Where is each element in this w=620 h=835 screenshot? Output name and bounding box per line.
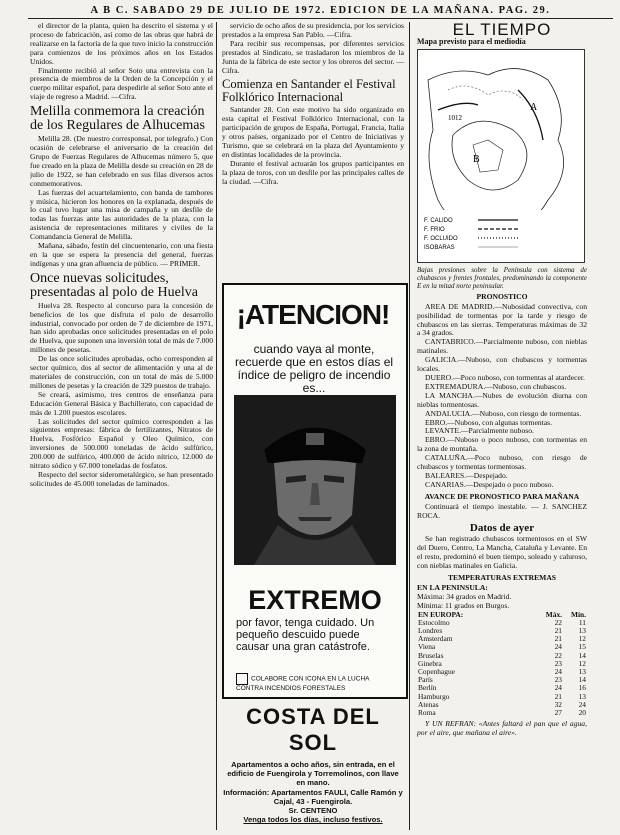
table-row: Estocolmo 22 11 — [418, 617, 586, 627]
refran: Y UN REFRAN: «Antes faltará el pan que el agua, por el aire, que mañana el aire». — [417, 719, 587, 738]
legend-isobars: ISOBARAS — [424, 244, 455, 251]
table-row: Bruselas 22 14 — [418, 650, 586, 660]
col-max: Máx. — [545, 609, 562, 619]
table-row: Londres 21 13 — [418, 626, 586, 636]
legend-cold-front: F. CALIDO — [424, 217, 453, 224]
svg-text:1012: 1012 — [448, 113, 462, 122]
article-intro: el director de la planta, quien ha descrito el sistema y el proceso de fabricación, así como de las obras que habrá de realizarse en la factoría de la que tuvo inicio la construcción para comienzos de los próximos años en los Estados Unidos. — [30, 22, 213, 66]
paragraph: Huelva 28. Respecto al concurso para la concesión de beneficios de los que disfruta el polo de desarrollo industrial, convocado por orden de 7 de diciembre de 1971, han sido aprobadas once solicitudes presentadas en el polo de Huelva, que suponen una inversión total de más de 7.000 millones de pesetas. — [30, 300, 213, 355]
paragraph: Santander 28. Con este motivo ha sido organizado en esta capital el Festival Folklórico Internacional, con la participación de grupos de España, Portugal, Francia, Italia y otros países, organizado por el Centro de Iniciativas y Turismo, que se celebrará en la plaza del Ayuntamiento y en distintas localidades de la provincia. — [222, 105, 404, 159]
ad-title: ¡ATENCION! — [236, 299, 390, 330]
paragraph: De las once solicitudes aprobadas, ocho corresponden al sector químico, dos al sector de alimentación y una al de materiales de construcción, con un total de más de 5.000 millones de pesetas y la creación de 329 puestos de trabajo. — [30, 354, 213, 390]
pronostico-item: AREA DE MADRID.—Nubosidad convectiva, con posibilidad de tormentas por la tarde y riesgo de chubascos en las sierras. Temperaturas máximas de 32 a 34 grados. — [417, 301, 587, 338]
paragraph: Las fuerzas del acuartelamiento, con banda de tambores y música, hicieron los honores en la explanada, después de lo cual tuvo lugar una misa de campaña y un desfile de todas las fuerzas ante las autoridades de la plaza, con la asistencia de representaciones militares y civiles de la Comandancia General de Melilla. — [30, 187, 213, 242]
temp-min: Mínima: 11 grados en Burgos. — [417, 600, 510, 610]
col-min: Mín. — [571, 609, 586, 619]
costa-line: Apartamentos a ocho años, sin entrada, en el edificio de Fuengirola y Torremolinos, con llave en mano. — [227, 760, 399, 788]
costa-line: Sr. CENTENO — [288, 806, 338, 816]
pronostico-item: EXTREMADURA.—Nuboso, con chubascos. — [425, 381, 567, 391]
pronostico-item: EBRO.—Nuboso o poco nuboso, con tormentas en la zona de montaña. — [417, 435, 587, 454]
column-divider — [409, 22, 410, 830]
pronostico-item: EBRO.—Nuboso, con algunas tormentas. — [425, 417, 552, 427]
fire-warning-ad — [222, 283, 408, 699]
pronostico-item: LEVANTE.—Parcialmente nuboso. — [425, 426, 534, 436]
paragraph: Mañana, sábado, festín del cincuentenario, con una fiesta en la que se espera la presencia del general, fuerzas indígenas y una gran afluencia de público. — PRIMER. — [30, 241, 213, 268]
costa-line: Venga todos los días, incluso festivos. — [243, 815, 383, 825]
column-left — [30, 22, 213, 830]
ad-extremo: EXTREMO — [248, 585, 382, 615]
temp-title: TEMPERATURAS EXTREMAS — [447, 573, 557, 582]
pronostico-item: LA MANCHA.—Nubes de evolución diurna con nieblas tormentosas. — [417, 390, 587, 409]
ad-text: cuando vaya al monte, recuerde que en estos días el índice de peligro de incendio es... — [234, 342, 394, 395]
table-row: Hamburgo 21 13 — [418, 691, 586, 701]
table-row: Viena 24 15 — [418, 642, 586, 652]
paragraph: Las solicitudes del sector químico corresponden a las siguientes empresas: fábrica de fertilizantes, Nitratos de Huelva, Fosfórico Español y Oleo Químico, con inversiones de 500.000 toneladas de ácido sulfúrico, 200.000 de sulfúrico, 400.000 de ácido nítrico, 12.000 de nitrato sódico y 67.000 toneladas de fosfatos. — [30, 416, 213, 471]
costa-title: COSTA DEL SOL — [246, 704, 380, 755]
paragraph: Durante el festival actuarán los grupos participantes en la plaza de toros, con un desfile por las principales calles de la ciudad. —Cifra. — [222, 158, 404, 186]
pronostico-item: CATALUÑA.—Poco nuboso, con riesgo de chubascos y tormentas tormentosas. — [417, 453, 587, 472]
legend-warm-front: F. FRIO — [424, 226, 445, 233]
europe-temps-table — [417, 611, 587, 718]
page-header: A B C. SABADO 29 DE JULIO DE 1972. EDICION DE LA MAÑANA. PAG. 29. — [28, 4, 613, 19]
pronostico-item: ANDALUCIA.—Nuboso, con riesgo de tormentas. — [425, 408, 582, 418]
costa-del-sol-ad — [222, 700, 404, 830]
table-row: París 23 14 — [418, 675, 586, 685]
ad-warning: por favor, tenga cuidado. Un pequeño descuido puede causar una gran catástrofe. — [236, 617, 375, 653]
paragraph: Melilla 28. (De nuestro corresponsal, por telegrafo.) Con ocasión de celebrarse el aniversario de la creación del Grupo de Fuerzas Regulares de Alhucemas número 5, que fue creado en la plaza de Melilla desde su creación en 28 de julio de 1922, se han celebrado en sus filas diversos actos conmemorativos. — [30, 134, 213, 188]
avance-title: AVANCE DE PRONOSTICO PARA MAÑANA — [424, 491, 580, 501]
pronostico-item: DUERO.—Poco nuboso, con tormentas al atardecer. — [425, 372, 585, 382]
map-title: Mapa previsto para el mediodía — [417, 36, 526, 46]
column-middle — [222, 22, 404, 274]
icona-footer: COLABORE CON ICONA EN LA LUCHA CONTRA INCENDIOS FORESTALES — [236, 673, 396, 693]
datos-text: Se han registrado chubascos tormentosos en el SW del Duero, Centro, La Mancha, Cataluña y Levante. En el resto, predominó el buen tiempo, soleado y caluroso, con nieblas matinales en Galicia. — [417, 534, 587, 571]
table-row: Copenhague 24 13 — [418, 667, 586, 677]
pronostico-item: CANARIAS.—Despejado o poco nuboso. — [425, 479, 554, 489]
guard-portrait-icon — [234, 395, 396, 565]
article-intro-2: Para recibir sus recompensas, por diferentes servicios prestados al Sindicato, se trasladaron los miembros de la Junta de la fábrica de este sector y los obreros del sector. —Cifra. — [222, 38, 404, 75]
headline-santander: Comienza en Santander el Festival Folklórico Internacional — [222, 77, 396, 105]
article-intro: servicio de ocho años de su presidencia, por los servicios prestados a la empresa San Pablo. —Cifra. — [222, 22, 404, 39]
pronostico-item: GALICIA.—Nuboso, con chubascos y tormentas locales. — [417, 355, 587, 374]
headline-melilla: Melilla conmemora la creación de los Regulares de Alhucemas — [30, 104, 205, 134]
svg-text:A: A — [530, 101, 538, 113]
costa-line: Información: Apartamentos FAULI, Calle Ramón y Cajal, 43 - Fuengirola. — [223, 787, 403, 806]
map-caption: Bajas presiones sobre la Península con sistema de chubascos y frentes frontales, predominando la componente E en la mitad norte peninsular. — [417, 265, 587, 290]
paragraph: Se creará, asimismo, tres centros de enseñanza para Educación General Básica y Bachillerato, con capacidad de más de 1.200 puestos escolares. — [30, 389, 213, 417]
column-divider — [216, 22, 217, 830]
table-row: Roma 27 20 — [418, 708, 586, 718]
temp-max: Máxima: 34 grados en Madrid. — [417, 591, 512, 601]
table-row: Ginebra 23 12 — [418, 658, 586, 668]
svg-text:B: B — [473, 153, 480, 165]
icona-logo-icon — [236, 673, 248, 685]
temp-sub: EN LA PENINSULA: — [417, 582, 488, 592]
pronostico-title: PRONOSTICO — [476, 291, 528, 301]
pronostico-item: BALEARES.—Despejado. — [425, 470, 508, 480]
datos-title: Datos de ayer — [469, 522, 535, 535]
legend-occluded: F. OCLUIDO — [424, 235, 458, 242]
europa-label: EN EUROPA: — [418, 609, 464, 619]
headline-huelva: Once nuevas solicitudes, presentadas al polo de Huelva — [30, 270, 198, 300]
table-row: Atenas 32 24 — [418, 699, 586, 709]
pronostico-item: CANTABRICO.—Parcialmente nuboso, con nieblas matinales. — [417, 337, 587, 356]
table-row: Amsterdam 21 12 — [418, 634, 586, 644]
weather-column — [417, 22, 587, 830]
table-row: Berlín 24 16 — [418, 683, 586, 693]
forest-guard-photo — [234, 395, 396, 565]
weather-map-icon — [417, 49, 585, 263]
avance-text: Continuará el tiempo inestable. — J. SANCHEZ ROCA. — [417, 501, 587, 520]
article-intro-2: Finalmente recibió al señor Soto una entrevista con la presencia de miembros de la Orden de la Concepción y el cuerpo militar español, para despedirle al señor Soto ante el viaje de regreso a Madrid. —Cifra. — [30, 65, 213, 102]
weather-title: EL TIEMPO — [452, 22, 552, 39]
paragraph: Respecto del sector siderometalúrgico, se han presentado solicitudes de 45.000 toneladas de laminados. — [30, 469, 213, 488]
